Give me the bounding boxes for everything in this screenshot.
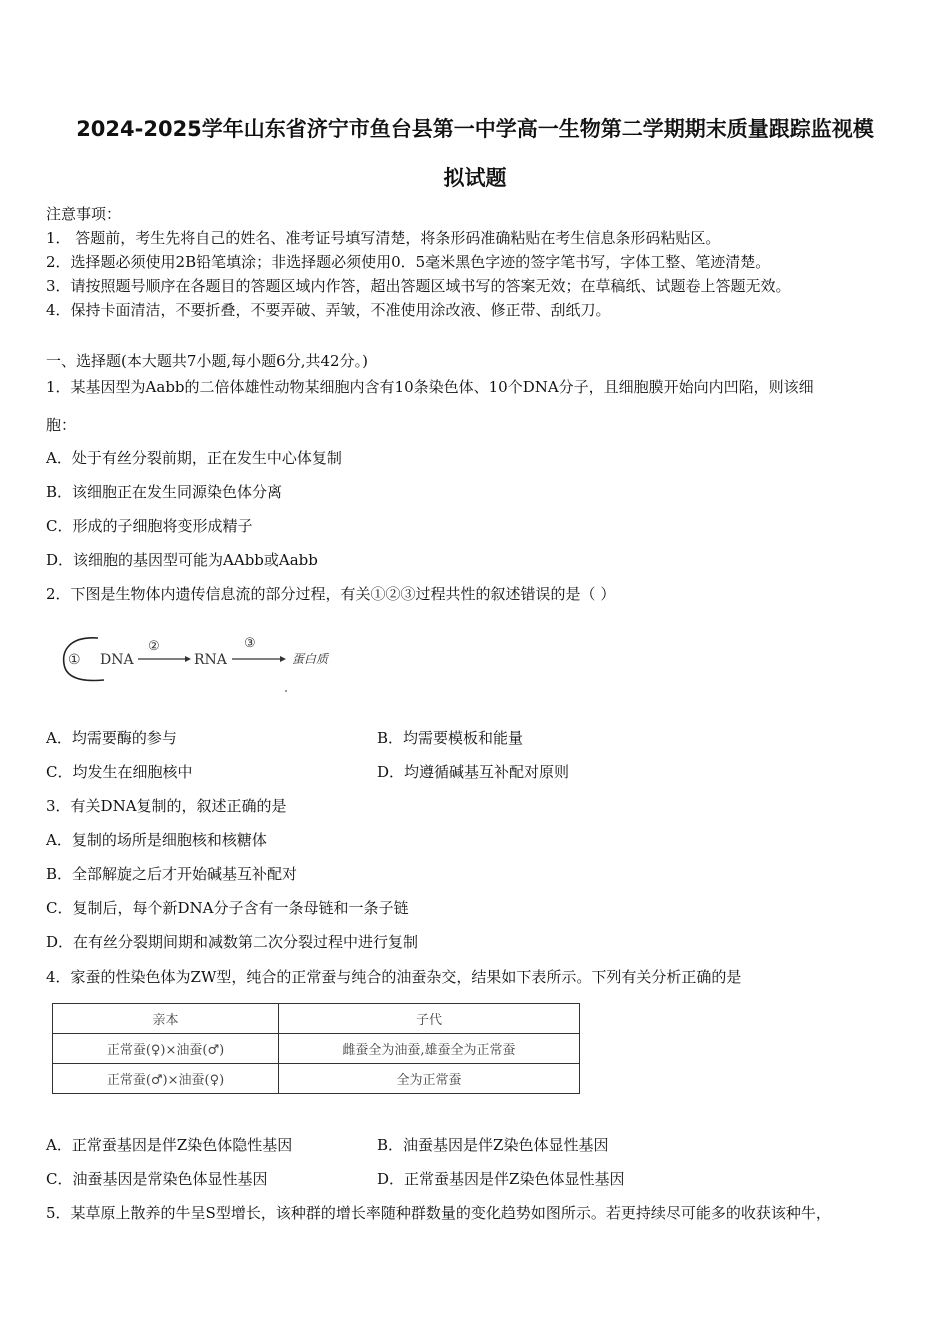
notice-item: 1． 答题前，考生先将自己的姓名、准考证号填写清楚，将条形码准确粘贴在考生信息条形码粘贴区。 [46,229,721,247]
table-cell: 正常蚕(♀)×油蚕(♂) [53,1034,279,1064]
table-cell: 雌蚕全为油蚕,雄蚕全为正常蚕 [279,1034,580,1064]
q1-option-b: B．该细胞正在发生同源染色体分离 [46,483,283,501]
table-header: 亲本 [53,1004,279,1034]
section-heading: 一、选择题(本大题共7小题,每小题6分,共42分。) [46,352,368,370]
protein-label: 蛋白质 [292,652,329,666]
table-cell: 全为正常蚕 [279,1064,580,1094]
table-cell: 正常蚕(♂)×油蚕(♀) [53,1064,279,1094]
notice-item: 2．选择题必须使用2B铅笔填涂；非选择题必须使用0．5毫米黑色字迹的签字笔书写，字体工整、笔迹清楚。 [46,253,771,271]
step-1-label: ① [68,652,81,668]
q1-option-a: A．处于有丝分裂前期，正在发生中心体复制 [46,449,342,467]
q1-option-c: C．形成的子细胞将变形成精子 [46,517,253,535]
q4-stem: 4．家蚕的性染色体为ZW型，纯合的正常蚕与纯合的油蚕杂交，结果如下表所示。下列有关分析正确的是 [46,968,742,986]
page-title: 2024-2025学年山东省济宁市鱼台县第一中学高一生物第二学期期末质量跟踪监视模 [76,117,874,141]
q3-option-b: B．全部解旋之后才开始碱基互补配对 [46,865,298,883]
step-2-label: ② [148,639,160,654]
q2-option-c: C．均发生在细胞核中 [46,763,193,781]
table-row [53,1034,580,1064]
q3-option-d: D．在有丝分裂期间期和减数第二次分裂过程中进行复制 [46,933,419,951]
step-3-label: ③ [244,636,256,651]
q4-option-a: A．正常蚕基因是伴Z染色体隐性基因 [46,1136,293,1154]
q3-stem: 3．有关DNA复制的，叙述正确的是 [46,797,287,815]
q5-stem: 5．某草原上散养的牛呈S型增长，该种群的增长率随种群数量的变化趋势如图所示。若更持续尽可能多的收获该种牛， [46,1204,831,1222]
q4-option-c: C．油蚕基因是常染色体显性基因 [46,1170,268,1188]
q2-option-d: D．均遵循碱基互补配对原则 [377,763,570,781]
notice-heading: 注意事项： [46,205,122,223]
table-header: 子代 [279,1004,580,1034]
page-title-continued: 拟试题 [443,166,507,190]
q4-option-b: B．油蚕基因是伴Z染色体显性基因 [377,1136,609,1154]
q3-option-a: A．复制的场所是细胞核和核糖体 [46,831,267,849]
notice-item: 4．保持卡面清洁，不要折叠，不要弄破、弄皱，不准使用涂改液、修正带、刮纸刀。 [46,301,611,319]
arrow-head-icon [185,656,191,662]
q4-option-d: D．正常蚕基因是伴Z染色体显性基因 [377,1170,625,1188]
q1-option-d: D．该细胞的基因型可能为AAbb或Aabb [46,551,318,569]
arrow-head-icon [280,656,286,662]
notice-item: 3．请按照题号顺序在各题目的答题区域内作答，超出答题区域书写的答案无效；在草稿纸、试题卷上答题无效。 [46,277,791,295]
q1-stem: 1．某基因型为Aabb的二倍体雄性动物某细胞内含有10条染色体、10个DNA分子，且细胞膜开始向内凹陷，则该细 [46,378,814,396]
table-header-row [53,1004,580,1034]
q3-option-c: C．复制后，每个新DNA分子含有一条母链和一条子链 [46,899,409,917]
cross-result-table [52,1003,580,1094]
rna-label: RNA [194,652,227,668]
q1-stem-continued: 胞： [46,416,77,434]
table-row [53,1064,580,1094]
q2-option-b: B．均需要模板和能量 [377,729,524,747]
dna-label: DNA [100,652,134,668]
q2-option-a: A．均需要酶的参与 [46,729,177,747]
q2-stem: 2．下图是生物体内遗传信息流的部分过程，有关①②③过程共性的叙述错误的是（ ） [46,585,616,603]
gene-flow-diagram [60,630,360,700]
